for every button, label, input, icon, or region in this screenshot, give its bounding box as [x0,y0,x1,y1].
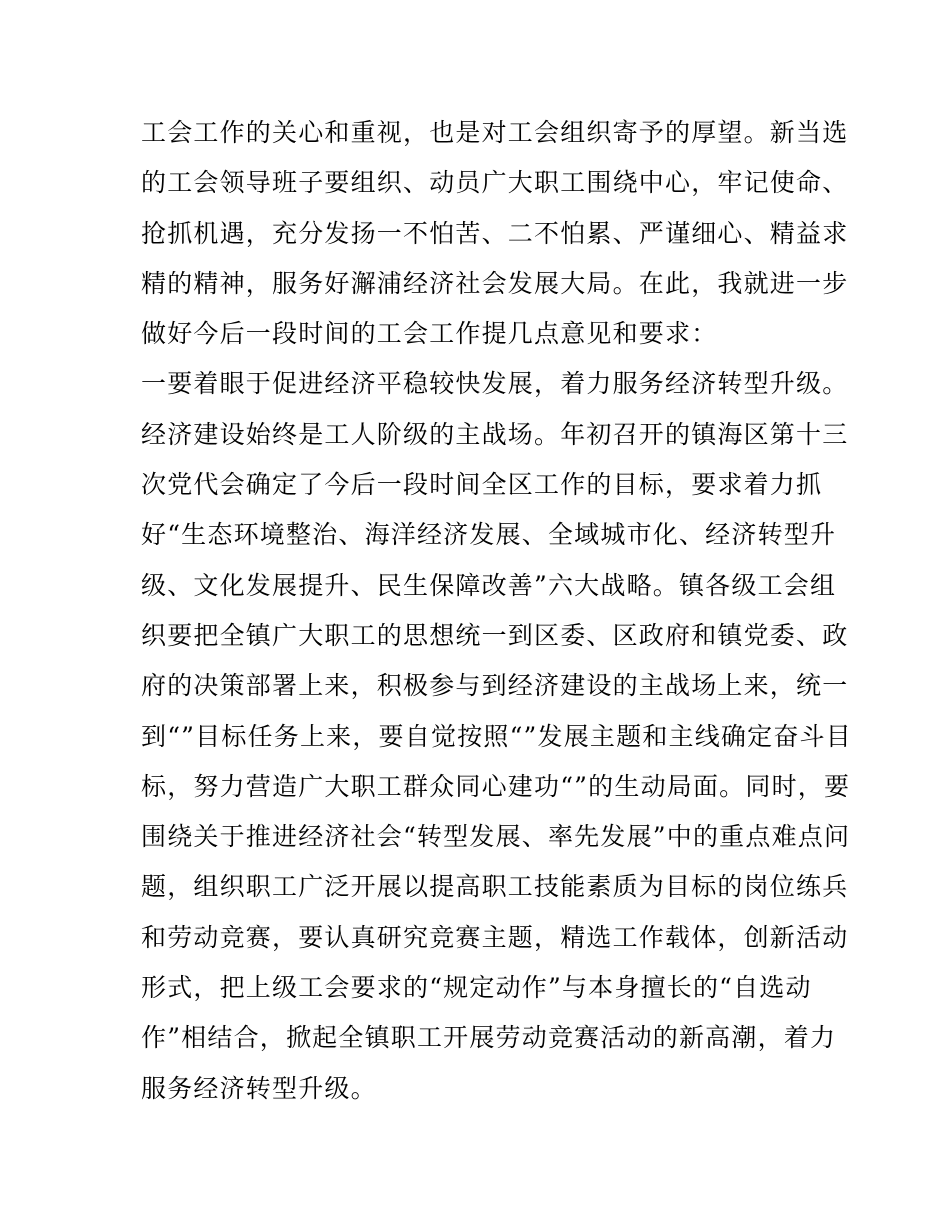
text-line: 好“生态环境整治、海洋经济发展、全域城市化、经济转型升 [141,520,837,550]
text-line: 经济建设始终是工人阶级的主战场。年初召开的镇海区第十三 [141,419,849,449]
text-line: 一要着眼于促进经济平稳较快发展，着力服务经济转型升级。 [141,369,849,399]
text-line: 作”相结合，掀起全镇职工开展劳动竞赛活动的新高潮，着力 [141,1023,837,1053]
text-line: 府的决策部署上来，积极参与到经济建设的主战场上来，统一 [141,671,849,701]
text-line: 精的精神，服务好澥浦经济社会发展大局。在此，我就进一步 [141,268,849,298]
text-line: 形式，把上级工会要求的“规定动作”与本身擅长的“自选动 [141,973,812,1003]
text-line: 级、文化发展提升、民生保障改善”六大战略。镇各级工会组 [141,570,837,600]
text-line: 抢抓机遇，充分发扬一不怕苦、二不怕累、严谨细心、精益求 [141,218,849,248]
text-line: 工会工作的关心和重视，也是对工会组织寄予的厚望。新当选 [141,118,849,147]
text-line: 围绕关于推进经济社会“转型发展、率先发展”中的重点难点问 [141,822,851,852]
text-line: 标，努力营造广大职工群众同心建功“”的生动局面。同时，要 [141,771,851,801]
body-text [141,108,852,1114]
text-line: 到“”目标任务上来，要自觉按照“”发展主题和主线确定奋斗目 [141,721,852,751]
text-line: 和劳动竞赛，要认真研究竞赛主题，精选工作载体，创新活动 [141,922,849,952]
text-line: 做好今后一段时间的工会工作提几点意见和要求： [141,319,718,349]
text-line: 服务经济转型升级。 [141,1073,377,1103]
text-line: 次党代会确定了今后一段时间全区工作的目标，要求着力抓 [141,470,823,500]
text-line: 题，组织职工广泛开展以提高职工技能素质为目标的岗位练兵 [141,872,849,902]
text-line: 织要把全镇广大职工的思想统一到区委、区政府和镇党委、政 [141,620,849,650]
text-line: 的工会领导班子要组织、动员广大职工围绕中心，牢记使命、 [141,168,849,198]
